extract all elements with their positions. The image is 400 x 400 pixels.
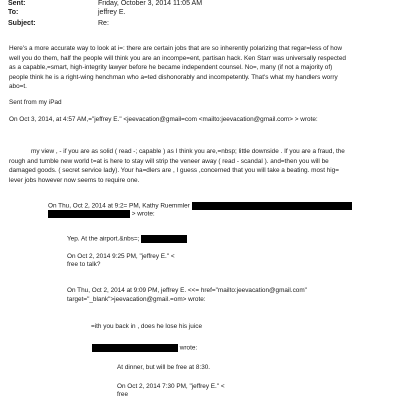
quote-6-text: At dinner, but will be free at 8:30. [117, 364, 211, 371]
main-line: people think he is a right-wing henchman who a=ted dishonorably and incompetently. That's what my handlers worry [9, 73, 338, 81]
sent-label: Sent: [8, 0, 26, 7]
to-label: To: [8, 9, 19, 16]
quote-7-header: On Oct 2, 2014 7:30 PM, "jeffrey E." < [117, 383, 225, 390]
quote-3-header: On Oct 2, 2014 9:25 PM, "jeffrey E." < [67, 253, 175, 260]
quote-1-paragraph [9, 147, 345, 185]
quote-1-line: rough and tumble new world t=at is here to stay will strip the veneer away ( read - scandal ). and=then you will be [9, 157, 329, 165]
main-line: Here's a more accurate way to look at i=: there are certain jobs that are so inherently polarizing that regar=less of how [9, 45, 342, 52]
quote-2-text-content: Yep. At the airport.&nbs=; [67, 235, 140, 243]
redaction-bar [141, 235, 187, 243]
quote-5-wrote: wrote: [179, 344, 198, 352]
quote-4-line: target="_blank">jeevacation@gmail.=om> wrote: [67, 296, 206, 303]
quote-1-line: my view , - if you are as solid ( read -; capable ) as I think you are,=nbsp; little downside . If you are a fraud, the [31, 148, 345, 155]
main-paragraph [9, 44, 346, 92]
sent-value: Friday, October 3, 2014 11:05 AM [98, 0, 203, 7]
quote-2-text [67, 235, 187, 244]
to-value: jeffrey E. [98, 9, 126, 16]
quote-2-header-text: On Thu, Oct 2, 2014 at 9:2= PM, Kathy Ruemmler [48, 202, 190, 210]
quote-4-text: =ith you back in , does he lose his juice [91, 323, 203, 330]
quote-5-header [92, 344, 197, 353]
quote-7-line: free [117, 391, 129, 398]
quote-3-line: free to talk? [67, 261, 101, 268]
redaction-bar [92, 344, 178, 352]
main-line: as a capable,=smart, high-integrity lawyer before he became independent counsel. No=, many (if not a majority of) [9, 64, 333, 71]
main-line: abo=t. [9, 83, 27, 90]
subject-label: Subject: [8, 20, 36, 27]
redaction-bar [192, 202, 352, 210]
main-line: well you do them, half the people will think you are an incompe=ent, partisan hack. Ken Starr was universally respected [9, 54, 346, 62]
quote-2-header-cont [48, 210, 155, 219]
sent-from-line: Sent from my iPad [9, 99, 62, 106]
redaction-bar [48, 210, 130, 218]
quote-2-wrote: > wrote: [131, 210, 155, 218]
quote-1-line: lever jobs however now seems to require one. [9, 176, 140, 184]
subject-value: Re: [98, 20, 109, 27]
quote-1-line: damaged goods. ( secret service lady). Your ha=dlers are , I guess ,concerned that you will take a beating. most hig= [9, 167, 340, 174]
quote-1-header: On Oct 3, 2014, at 4:57 AM,="jeffrey E." <jeevacation@gmail=com <mailto:jeevacation@gmail.com> > wrote: [9, 116, 318, 123]
quote-4-header: On Thu, Oct 2, 2014 at 9:09 PM, jeffrey E. <<= href="mailto:jeevacation@gmail.com" [67, 287, 307, 294]
